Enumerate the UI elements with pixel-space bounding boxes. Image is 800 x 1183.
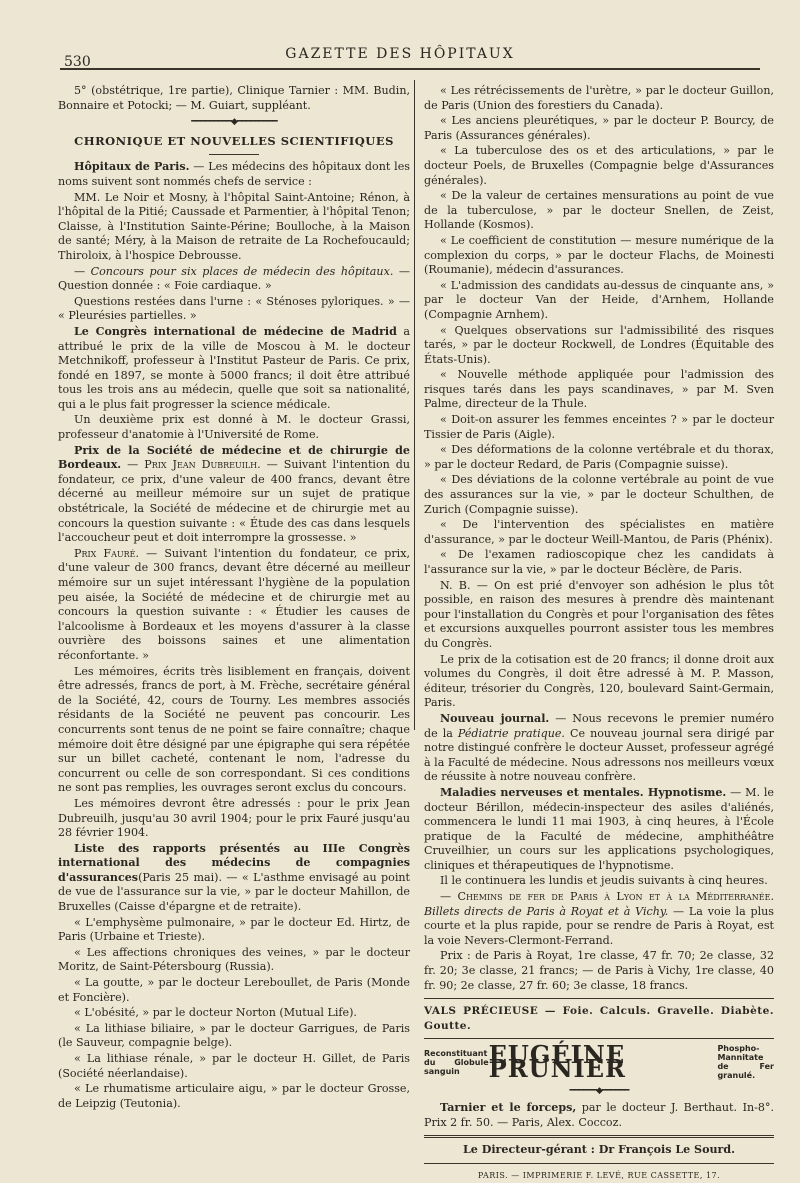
report-item: « La lithiase rénale, » par le docteur H. Gillet, de Paris (Société néerlandaise). [58,1052,410,1080]
memoires-dates: Les mémoires devront être adressés : pour le prix Jean Dubreuilh, jusqu'au 30 avril 1904; pour le prix Fauré jusqu'au 28 février 1904. [58,796,410,840]
madrid-paragraph [58,325,410,413]
exam-line: 5° (obstétrique, 1re partie), Clinique Tarnier : MM. Budin, Bonnaire et Potocki; — M. Guiart, suppléant. [58,84,410,112]
ad-right-text: Phospho-Mannitate de Fer granulé. [717,1044,774,1081]
report-item: « Les rétrécissements de l'urètre, » par le docteur Guillon, de Paris (Union des forestiers du Canada). [424,84,774,112]
ornament-divider: ━━━━━━━━━◆━━━━━━━━━ [191,117,277,128]
faure-paragraph [58,547,410,664]
report-item: « De l'examen radioscopique chez les candidats à l'assurance sur la vie, » par le docteur Béclère, de Paris. [424,548,774,576]
report-item: « Doit-on assurer les femmes enceintes ? » par le docteur Tissier de Paris (Aigle). [424,413,774,441]
tarnier-text: par le docteur J. Berthaut. In-8°. Prix 2 fr. 50. — Paris, Alex. Coccoz. [424,1101,775,1129]
concours-italic: — Concours pour six places de médecin des hôpitaux. [74,264,394,278]
short-rule [209,154,259,155]
chemins-paragraph [424,890,774,948]
faure-text: — Suivant l'intention du fondateur, ce prix, d'une valeur de 300 francs, devant être décerné au meilleur mémoire sur un sujet intéressant l'hygiène de la population peu aisée, la Société de médecine et de chirurgie met au concours la question suivante : « Étudier les causes de l'alcoolisme à Bordeaux et les moyens d'assurer à la classe ouvrière des boissons saines et une alimentation réconfortante. » [58,546,410,662]
report-item: « L'obésité, » par le docteur Norton (Mutual Life). [74,1006,357,1020]
report-item: « La lithiase biliaire, » par le docteur Garrigues, de Paris (le Sauveur, compagnie belge). [58,1021,410,1050]
report-item: « Les affections chroniques des veines, » par le docteur Moritz, de Saint-Pétersbourg (Russia). [58,945,410,974]
hopitaux-head: Hôpitaux de Paris. [74,160,190,174]
report-item: « Le coefficient de constitution — mesure numérique de la complexion du corps, » par le docteur Flachs, de Moinesti (Roumanie), médecin d'assurances. [424,233,774,277]
report-item: — « L'asthme envisagé au point de vue de l'assurance sur la vie, » par le docteur Mahillon, de Bruxelles (Caisse d'épargne et de retraite). [58,870,410,914]
rule [424,998,774,999]
maladies-paragraph [424,786,774,874]
ornament-divider: ━━━━━━◆━━━━━━ [569,1086,629,1097]
maladies-head: Maladies nerveuses et mentales. Hypnotisme. [440,785,727,799]
report-item: « De la valeur de certaines mensurations au point de vue de la tuberculose, » par le docteur Snellen, de Zeist, Hollande (Kosmos). [424,189,774,232]
hopitaux-paragraph [58,160,410,189]
journal-head: Nouveau journal. [440,711,550,725]
eugeine-ad [424,1039,774,1084]
journal-paragraph [424,712,774,785]
report-item: « L'admission des candidats au-dessus de cinquante ans, » par le docteur Van der Heide, d'Arnhem, Hollande (Compagnie Arnhem). [424,278,774,321]
double-rule [424,1135,774,1138]
running-title: GAZETTE DES HÔPITAUX [285,46,515,62]
left-column [58,84,410,1112]
report-item: « Nouvelle méthode appliquée pour l'admission des risques tarés dans les pays scandinaves, » par M. Sven Palme, directeur de la Thule. [424,368,774,411]
tarnier-head: Tarnier et le forceps, [440,1101,577,1114]
prix-paragraph [58,444,410,546]
madrid-second: Un deuxième prix est donné à M. le docteur Grassi, professeur d'anatomie à l'Université de Rome. [58,413,410,442]
prix-jean-dubreuilh: — Prix Jean Dubreuilh. [127,458,261,472]
cotisation-paragraph: Le prix de la cotisation est de 20 francs; il donne droit aux volumes du Congrès, il doit être adressé à M. P. Masson, éditeur, trésorier du Congrès, 120, boulevard Saint-Germain, Paris. [424,652,774,710]
prix-faure: Prix Fauré. [74,546,140,560]
nb-paragraph: N. B. — On est prié d'envoyer son adhésion le plus tôt possible, en raison des mesures à prendre dès maintenant pour l'installation du Congrès et pour l'organisation des fêtes et excursions auxquelles pourront assister tous les membres du Congrès. [424,578,774,650]
maladies-cont: Il le continuera les lundis et jeudis suivants à cinq heures. [440,874,768,888]
header-rule [60,68,760,70]
chemins-text: — La voie la plus courte et la plus rapide, pour se rendre de Paris à Royat, est la voie Nevers-Clermont-Ferrand. [424,904,775,947]
tarnier-paragraph [424,1101,774,1130]
liste-paragraph [58,842,410,915]
liste-place: (Paris 25 mai). [138,870,222,884]
journal-text-a: — Nous recevons le premier numéro de la [424,711,774,740]
concours-paragraph [58,265,410,294]
madrid-head: Le Congrès international de médecine de Madrid [74,324,397,338]
hopitaux-text: — Les médecins des hôpitaux dont les noms suivent sont nommés chefs de service : [58,160,410,188]
liste-head: Liste des rapports présentés au IIIe Congrès international des médecins de compagnies d'assurances [58,841,410,884]
hopitaux-list: MM. Le Noir et Mosny, à l'hôpital Saint-Antoine; Rénon, à l'hôpital de la Pitié; Caussade et Parmentier, à l'hôpital Tenon; Claisse, à l'Institution Sainte-Périne; Boulloche, à la Maison de santé; Méry, à la Maison de retraite de La Rochefoucauld; Thiroloix, à l'hospice Debrousse. [58,190,410,262]
memoires-paragraph: Les mémoires, écrits très lisiblement en français, doivent être adressés, francs de port, à M. Frèche, secrétaire général de la Société, 42, cours de Tourny. Les membres associés résidants de la Société ne peuvent pas concourir. Les concurrents sont tenus de ne point se faire connaître; chaque mémoire doit être désigné par une épigraphe qui sera répétée sur un billet cacheté, contenant le nom, l'adresse du concurrent ou celle de son correspondant. Si ces conditions ne sont pas remplies, les ouvrages seront exclus du concours. [58,664,410,795]
chemins-head: — Chemins de fer de Paris à Lyon et à la Méditerranée. [440,890,774,904]
report-item: « Des déformations de la colonne vertébrale et du thorax, » par le docteur Redard, de Paris (Compagnie suisse). [424,443,774,471]
report-item: « Quelques observations sur l'admissibilité des risques tarés, » par le docteur Rockwell, de Londres (Équitable des États-Unis). [424,323,774,366]
report-item: « La goutte, » par le docteur Lereboullet, de Paris (Monde et Foncière). [58,976,410,1004]
prix-head: Prix de la Société de médecine et de chirurgie de Bordeaux. [58,443,410,472]
vals-ad: VALS PRÉCIEUSE — Foie. Calculs. Gravelle. Diabète. Goutte. [424,1005,774,1032]
ad-brand: EUGÉINE PRUNIER [488,1039,626,1084]
column-divider [414,80,415,730]
report-item: « Des déviations de la colonne vertébrale au point de vue des assurances sur la vie, » par le docteur Schulthen, de Zurich (Compagnie suisse). [424,473,774,516]
concours-text: — Question donnée : « Foie cardiaque. » [58,264,410,293]
report-item: « La tuberculose des os et des articulations, » par le docteur Poels, de Bruxelles (Compagnie belge d'Assurances générales). [424,144,774,187]
report-item: « Le rhumatisme articulaire aigu, » par le docteur Grosse, de Leipzig (Teutonia). [58,1082,410,1110]
journal-text-b: Ce nouveau journal sera dirigé par notre distingué confrère le docteur Ausset, professeur agrégé à la Faculté de médecine. Nous adressons nos meilleurs vœux de réussite à notre nouveau confrère. [424,726,774,784]
section-title: CHRONIQUE ET NOUVELLES SCIENTIFIQUES [74,133,394,148]
madrid-text: a attribué le prix de la ville de Moscou à M. le docteur Metchnikoff, professeur à l'Institut Pasteur de Paris. Ce prix, fondé en 1897, se monte à 5000 francs; il doit être attribué tous les trois ans au médecin, quelle que soit sa nationalité, qui a le plus fait progresser la science médicale. [58,324,410,411]
journal-title: Pédiatrie pratique. [457,726,565,740]
report-item: « Les anciens pleurétiques, » par le docteur P. Bourcy, de Paris (Assurances générales). [424,114,774,142]
chemins-italic: Billets directs de Paris à Royat et à Vichy. [424,904,669,918]
ad-left-text: Reconstituant du Globule sanguin [424,1048,489,1076]
prix-text: — Suivant l'intention du fondateur, ce prix, d'une valeur de 400 francs, devant être décerné au meilleur mémoire sur un sujet de pratique obstétricale, la Société de médecine et de chirurgie met au concours la question suivante : « Étude des cas dans lesquels l'accoucheur peut et doit interrompre la grossesse. » [58,458,410,545]
report-item: « De l'intervention des spécialistes en matière d'assurance, » par le docteur Weill-Mantou, de Paris (Phénix). [424,518,774,546]
rule [424,1163,774,1164]
gerant-line: Le Directeur-gérant : Dr François Le Sourd. [462,1143,735,1157]
prix-tarifs: Prix : de Paris à Royat, 1re classe, 47 fr. 70; 2e classe, 32 fr. 20; 3e classe, 21 francs; — de Paris à Vichy, 1re classe, 40 fr. 90; 2e classe, 27 fr. 60; 3e classe, 18 francs. [424,949,774,992]
imprint-line: PARIS. — IMPRIMERIE F. LEVÉ, RUE CASSETTE, 17. [477,1170,721,1180]
right-column [424,84,774,1183]
report-item: « L'emphysème pulmonaire, » par le docteur Ed. Hirtz, de Paris (Urbaine et Trieste). [58,915,410,944]
questions-paragraph: Questions restées dans l'urne : « Sténoses pyloriques. » — « Pleurésies partielles. » [58,294,410,323]
maladies-text: — M. le docteur Bérillon, médecin-inspecteur des asiles d'aliénés, commencera le lundi 11 mai 1903, à cinq heures, à l'École pratique de la Faculté de médecine, amphithéâtre Cruveilhier, un cours sur les applications psychologiques, cliniques et thérapeutiques de l'hypnotisme. [424,785,774,872]
page-number: 530 [64,54,91,70]
